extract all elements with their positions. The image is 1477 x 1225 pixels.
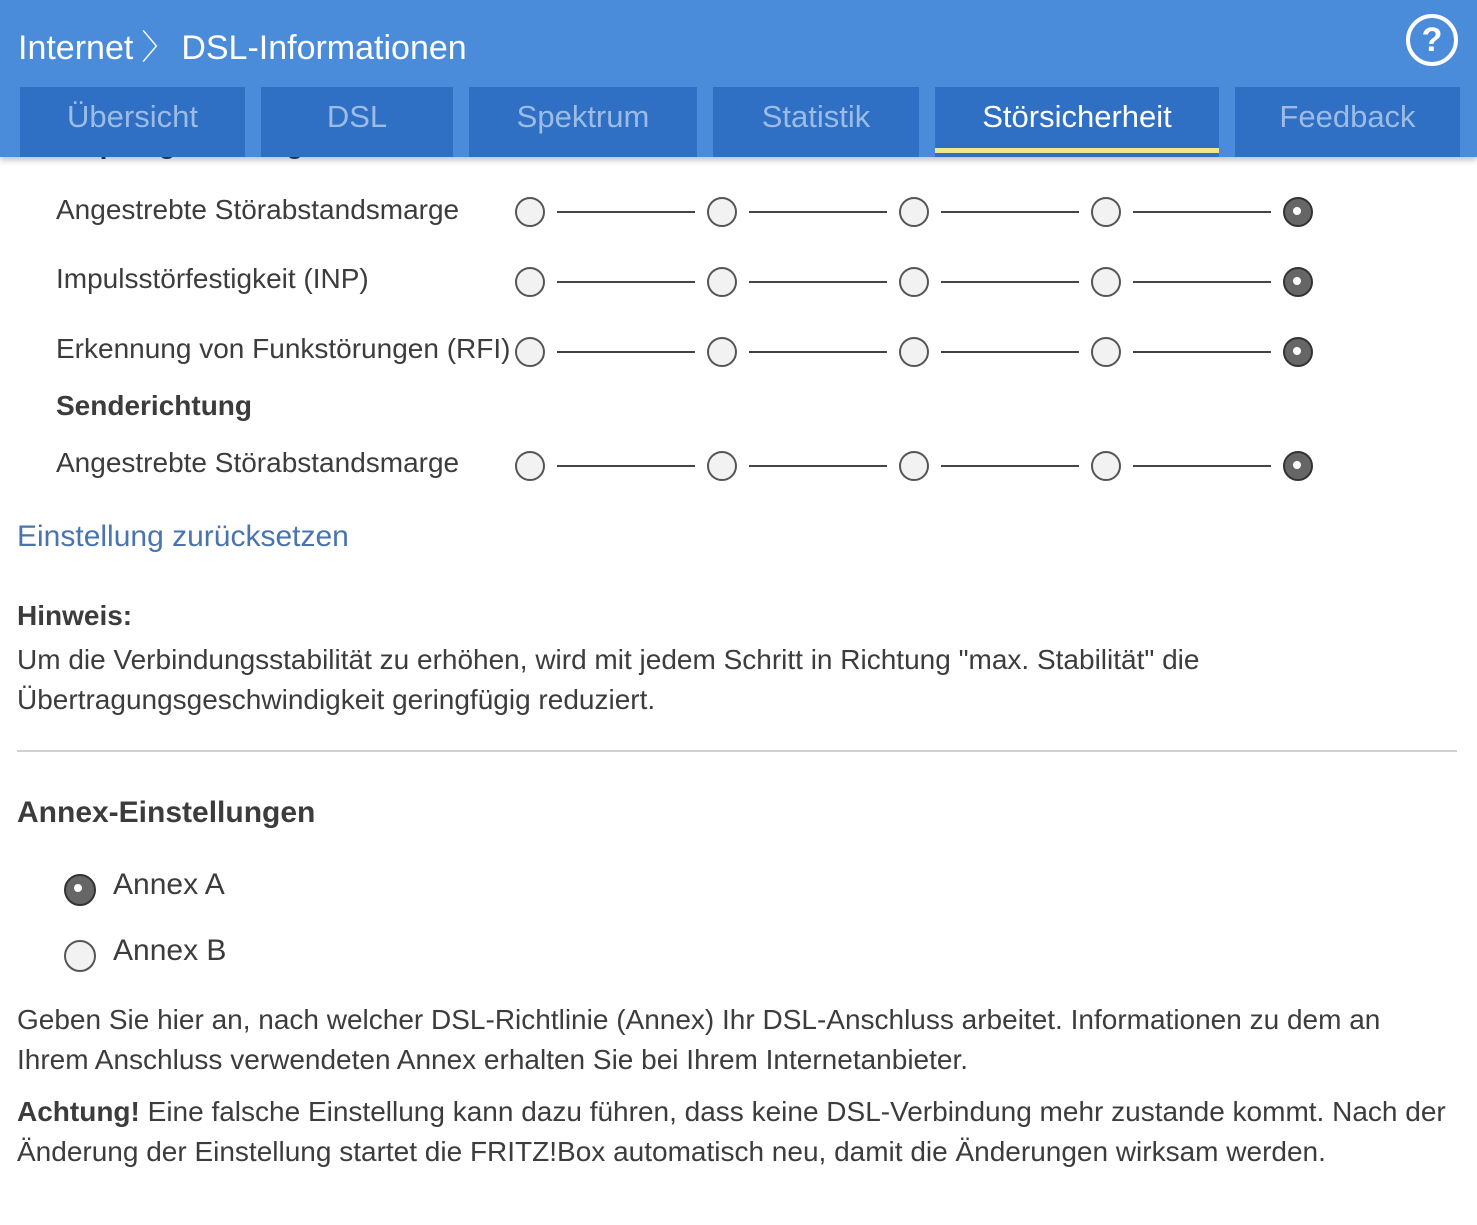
tab-stoersicherheit[interactable] xyxy=(935,87,1219,157)
slider-step-radio[interactable] xyxy=(1091,267,1121,297)
warning-text: Eine falsche Einstellung kann dazu führen, dass keine DSL-Verbindung mehr zustande kommt. Nach der Änderung der Einstellung startet die FRITZ!Box automatisch neu, damit die Änderungen wirksam werden. xyxy=(17,1096,1446,1167)
slider-step-radio[interactable] xyxy=(707,451,737,481)
tab-label: Störsicherheit xyxy=(982,99,1172,134)
slider-step-radio[interactable] xyxy=(707,197,737,227)
receive-snr-margin-label: Angestrebte Störabstandsmarge xyxy=(56,194,460,225)
slider-track-segment xyxy=(557,465,695,467)
tab-label: Statistik xyxy=(761,99,871,134)
note-text: Um die Verbindungsstabilität zu erhöhen, wird mit jedem Schritt in Richtung "max. Stabilität" die Übertragungsgeschwindigkeit geringfügig reduziert. xyxy=(17,644,1200,715)
tab-label: Feedback xyxy=(1279,99,1416,134)
slider-step-radio[interactable] xyxy=(515,451,545,481)
slider-track-segment xyxy=(749,465,887,467)
slider-step-radio[interactable] xyxy=(1091,451,1121,481)
note-title: Hinweis: xyxy=(17,600,133,631)
tab-label: DSL xyxy=(326,99,388,134)
slider-step-radio[interactable] xyxy=(1283,267,1313,297)
breadcrumb xyxy=(18,20,467,69)
tab-statistik[interactable] xyxy=(713,87,919,157)
slider-step-radio[interactable] xyxy=(899,197,929,227)
slider-track-segment xyxy=(557,211,695,213)
annex-settings-heading: Annex-Einstellungen xyxy=(17,796,316,829)
slider-step-radio[interactable] xyxy=(899,337,929,367)
slider-track-segment xyxy=(557,351,695,353)
breadcrumb-current: DSL-Informationen xyxy=(181,29,467,67)
active-tab-indicator xyxy=(935,148,1219,153)
slider-step-radio[interactable] xyxy=(1091,337,1121,367)
slider-track-segment xyxy=(1133,211,1271,213)
tab-spektrum[interactable] xyxy=(469,87,697,157)
slider-track-segment xyxy=(1133,351,1271,353)
help-icon[interactable]: ? xyxy=(1406,14,1458,66)
slider-step-radio[interactable] xyxy=(515,337,545,367)
slider-step-radio[interactable] xyxy=(899,267,929,297)
breadcrumb-root[interactable]: Internet xyxy=(18,29,134,67)
receive-inp-label: Impulsstörfestigkeit (INP) xyxy=(56,263,369,294)
slider-step-radio[interactable] xyxy=(707,337,737,367)
receive-rfi-label: Erkennung von Funkstörungen (RFI) xyxy=(56,333,511,364)
tab-label: Übersicht xyxy=(67,99,198,134)
slider-step-radio[interactable] xyxy=(1283,337,1313,367)
slider-track-segment xyxy=(941,281,1079,283)
slider-track-segment xyxy=(941,351,1079,353)
slider-track-segment xyxy=(1133,465,1271,467)
annex-a-label[interactable]: Annex A xyxy=(113,868,225,901)
slider-step-radio[interactable] xyxy=(1091,197,1121,227)
reset-settings-link[interactable]: Einstellung zurücksetzen xyxy=(17,520,349,553)
annex-b-label[interactable]: Annex B xyxy=(113,934,227,967)
send-direction-heading: Senderichtung xyxy=(56,390,253,421)
slider-track-segment xyxy=(749,351,887,353)
tab-feedback[interactable] xyxy=(1235,87,1460,157)
warning-label: Achtung! xyxy=(17,1096,140,1127)
slider-step-radio[interactable] xyxy=(515,197,545,227)
slider-step-radio[interactable] xyxy=(1283,197,1313,227)
slider-step-radio[interactable] xyxy=(1283,451,1313,481)
tab-dsl[interactable] xyxy=(261,87,453,157)
slider-track-segment xyxy=(749,211,887,213)
slider-track-segment xyxy=(941,211,1079,213)
slider-track-segment xyxy=(941,465,1079,467)
slider-track-segment xyxy=(749,281,887,283)
annex-b-radio[interactable] xyxy=(64,940,96,972)
tab-label: Spektrum xyxy=(516,99,650,134)
slider-step-radio[interactable] xyxy=(707,267,737,297)
slider-step-radio[interactable] xyxy=(899,451,929,481)
divider xyxy=(17,750,1457,752)
tab-uebersicht[interactable] xyxy=(20,87,245,157)
annex-description: Geben Sie hier an, nach welcher DSL-Richtlinie (Annex) Ihr DSL-Anschluss arbeitet. Informationen zu dem an Ihrem Anschluss verwendeten Annex erhalten Sie bei Ihrem Internetanbieter. xyxy=(17,1004,1381,1075)
slider-step-radio[interactable] xyxy=(515,267,545,297)
header-bar xyxy=(0,0,1477,157)
send-snr-margin-label: Angestrebte Störabstandsmarge xyxy=(56,447,460,478)
slider-track-segment xyxy=(557,281,695,283)
slider-track-segment xyxy=(1133,281,1271,283)
annex-warning xyxy=(17,1092,1457,1172)
chevron-right-icon: 〉 xyxy=(141,29,176,67)
annex-a-radio[interactable] xyxy=(64,874,96,906)
